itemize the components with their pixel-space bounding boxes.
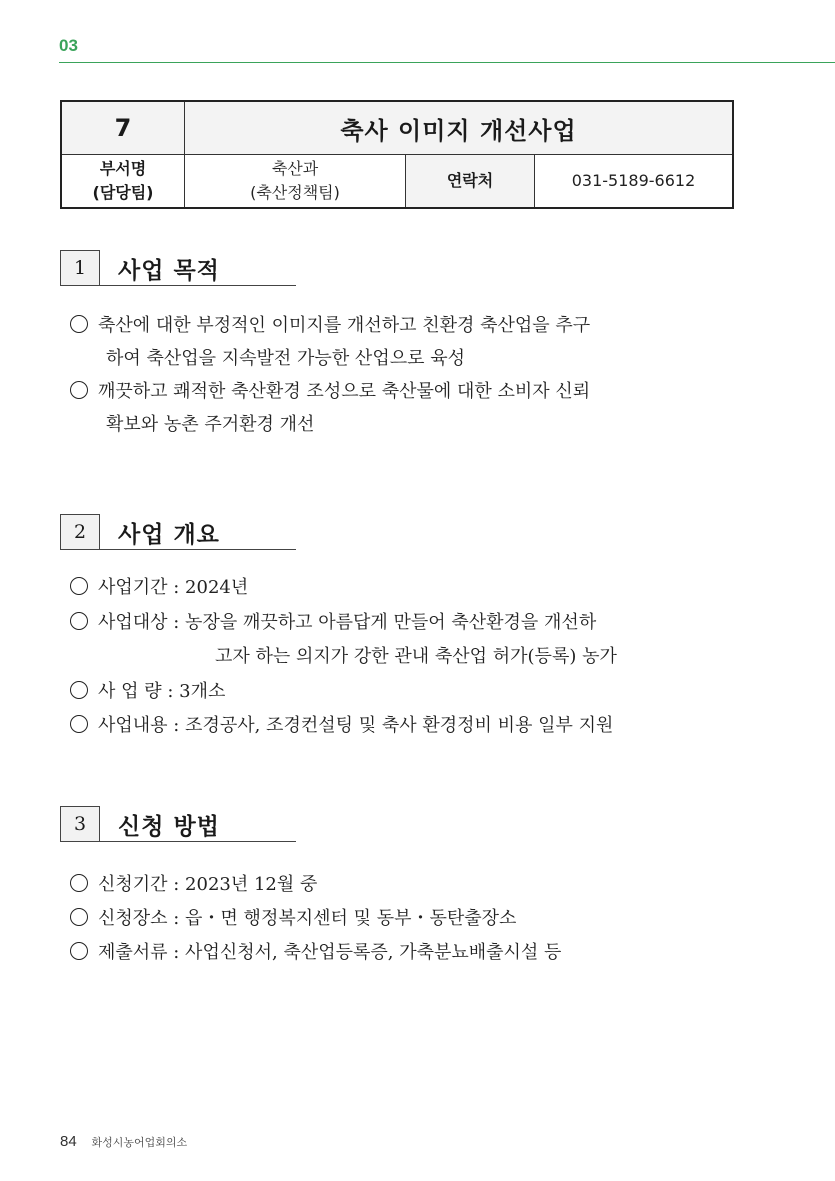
list-item: [70, 311, 740, 337]
chapter-number: 03: [59, 36, 78, 55]
item-continuation: 확보와 농촌 주거환경 개선: [106, 414, 315, 435]
section-heading-1: [60, 250, 296, 286]
circle-bullet-icon: [70, 315, 88, 333]
footer-org: 화성시농어업회의소: [91, 1136, 188, 1149]
section-title: 신청 방법: [118, 814, 220, 840]
list-item: [70, 938, 740, 964]
section-heading-2: [60, 514, 296, 550]
section-number: 1: [60, 250, 100, 286]
section-underline: [60, 285, 296, 286]
item-text: 사업대상 : 농장을 깨끗하고 아름답게 만들어 축산환경을 개선하: [98, 612, 597, 633]
project-number: 7: [61, 101, 185, 155]
section-title: 사업 개요: [118, 522, 220, 548]
item-text: 축산에 대한 부정적인 이미지를 개선하고 친환경 축산업을 추구: [98, 315, 591, 336]
item-text: 신청장소 : 읍・면 행정복지센터 및 동부・동탄출장소: [98, 908, 517, 929]
dept-label-line1: 부서명: [99, 159, 147, 178]
circle-bullet-icon: [70, 681, 88, 699]
page-number: 84: [60, 1133, 77, 1150]
item-text: 사업기간 : 2024년: [98, 577, 249, 598]
section-title: 사업 목적: [118, 258, 220, 284]
item-text: 깨끗하고 쾌적한 축산환경 조성으로 축산물에 대한 소비자 신뢰: [98, 381, 591, 402]
item-text: 사 업 량 : 3개소: [98, 681, 226, 702]
circle-bullet-icon: [70, 612, 88, 630]
contact-label: 연락처: [406, 155, 535, 209]
page-footer: [60, 1132, 187, 1150]
section-number: 2: [60, 514, 100, 550]
project-title: 축사 이미지 개선사업: [185, 101, 734, 155]
list-item: [70, 870, 740, 896]
section-underline: [60, 841, 296, 842]
list-item: [70, 608, 740, 634]
item-continuation: 하여 축산업을 지속발전 가능한 산업으로 육성: [106, 348, 465, 369]
item-text: 제출서류 : 사업신청서, 축산업등록증, 가축분뇨배출시설 등: [98, 942, 562, 963]
item-text: 사업내용 : 조경공사, 조경컨설팅 및 축사 환경정비 비용 일부 지원: [98, 715, 614, 736]
dept-value-line1: 축산과: [271, 159, 319, 178]
item-text: 신청기간 : 2023년 12월 중: [98, 874, 318, 895]
list-item: [70, 904, 740, 930]
dept-value-line2: (축산정책팀): [250, 183, 340, 202]
section-number: 3: [60, 806, 100, 842]
list-item: [70, 711, 740, 737]
chapter-divider: [59, 62, 835, 63]
circle-bullet-icon: [70, 908, 88, 926]
list-item: [70, 377, 740, 403]
circle-bullet-icon: [70, 874, 88, 892]
item-continuation: 고자 하는 의지가 강한 관내 축산업 허가(등록) 농가: [215, 646, 617, 667]
circle-bullet-icon: [70, 577, 88, 595]
contact-value: 031-5189-6612: [535, 155, 734, 209]
section-underline: [60, 549, 296, 550]
dept-label-line2: (담당팀): [92, 183, 154, 202]
circle-bullet-icon: [70, 942, 88, 960]
circle-bullet-icon: [70, 715, 88, 733]
circle-bullet-icon: [70, 381, 88, 399]
section-heading-3: [60, 806, 296, 842]
dept-label: [61, 155, 185, 209]
list-item: [70, 677, 740, 703]
project-info-table: [60, 100, 734, 209]
list-item: [70, 573, 740, 599]
dept-value: [185, 155, 406, 209]
